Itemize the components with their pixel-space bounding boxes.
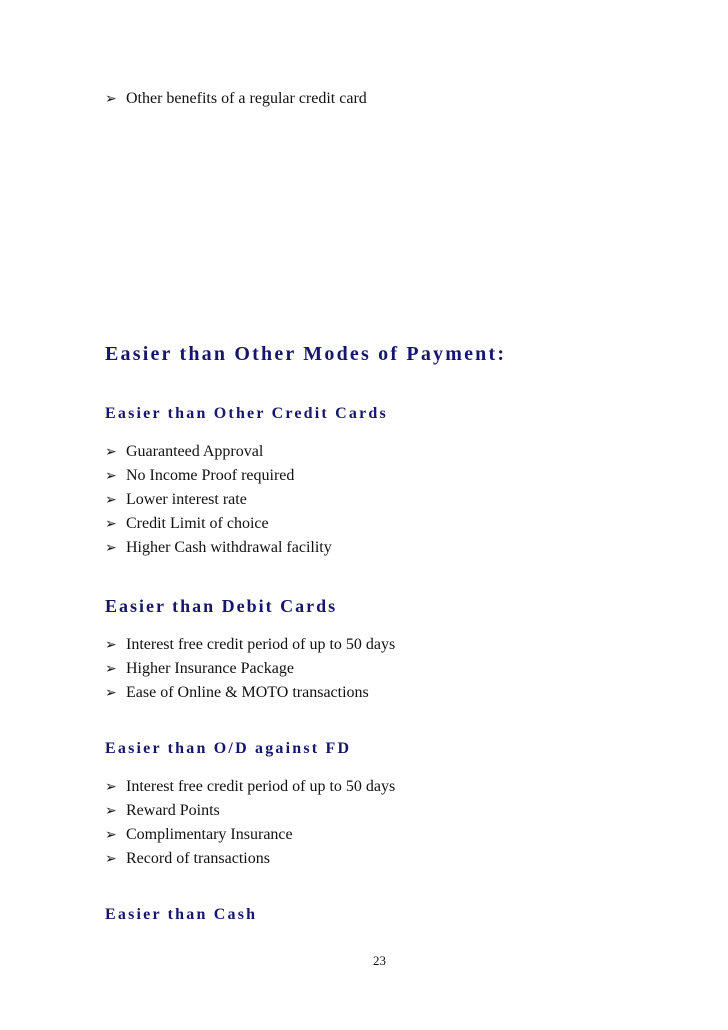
list-item-text: Reward Points	[126, 802, 220, 819]
list-item-text: Higher Insurance Package	[126, 660, 294, 677]
section-heading-cash: Easier than Cash	[105, 906, 258, 923]
arrow-bullet-icon: ➢	[105, 444, 117, 460]
list-item	[105, 683, 369, 703]
list-item	[105, 466, 294, 486]
list-item	[105, 801, 220, 821]
section-heading-od-against-fd: Easier than O/D against FD	[105, 740, 352, 757]
list-item	[105, 659, 294, 679]
arrow-bullet-icon: ➢	[105, 637, 117, 653]
list-item-text: Higher Cash withdrawal facility	[126, 539, 332, 556]
list-item	[105, 538, 332, 558]
arrow-bullet-icon: ➢	[105, 516, 117, 532]
list-item-text: Interest free credit period of up to 50 days	[126, 778, 396, 795]
list-item	[105, 635, 395, 655]
list-item	[105, 442, 263, 462]
arrow-bullet-icon: ➢	[105, 803, 117, 819]
list-item-text: Interest free credit period of up to 50 days	[126, 636, 396, 653]
list-item-text: Complimentary Insurance	[126, 826, 293, 843]
arrow-bullet-icon: ➢	[105, 661, 117, 677]
page-number: 23	[373, 953, 386, 968]
section-heading-debit-cards: Easier than Debit Cards	[105, 596, 338, 616]
arrow-bullet-icon: ➢	[105, 492, 117, 508]
arrow-bullet-icon: ➢	[105, 827, 117, 843]
list-item-text: Credit Limit of choice	[126, 515, 269, 532]
main-heading: Easier than Other Modes of Payment:	[105, 343, 507, 365]
list-item	[105, 777, 395, 797]
arrow-bullet-icon: ➢	[105, 540, 117, 556]
list-item-text: Ease of Online & MOTO transactions	[126, 684, 369, 701]
arrow-bullet-icon: ➢	[105, 468, 117, 484]
list-item	[105, 89, 367, 109]
intro-item-text: Other benefits of a regular credit card	[126, 90, 367, 107]
section-heading-other-credit-cards: Easier than Other Credit Cards	[105, 405, 388, 422]
list-item	[105, 514, 269, 534]
list-item	[105, 490, 247, 510]
list-item-text: No Income Proof required	[126, 467, 295, 484]
arrow-bullet-icon: ➢	[105, 779, 117, 795]
arrow-bullet-icon: ➢	[105, 685, 117, 701]
arrow-bullet-icon: ➢	[105, 91, 117, 107]
list-item-text: Lower interest rate	[126, 491, 247, 508]
list-item	[105, 825, 293, 845]
list-item-text: Guaranteed Approval	[126, 443, 264, 460]
list-item	[105, 849, 270, 869]
list-item-text: Record of transactions	[126, 850, 270, 867]
arrow-bullet-icon: ➢	[105, 851, 117, 867]
